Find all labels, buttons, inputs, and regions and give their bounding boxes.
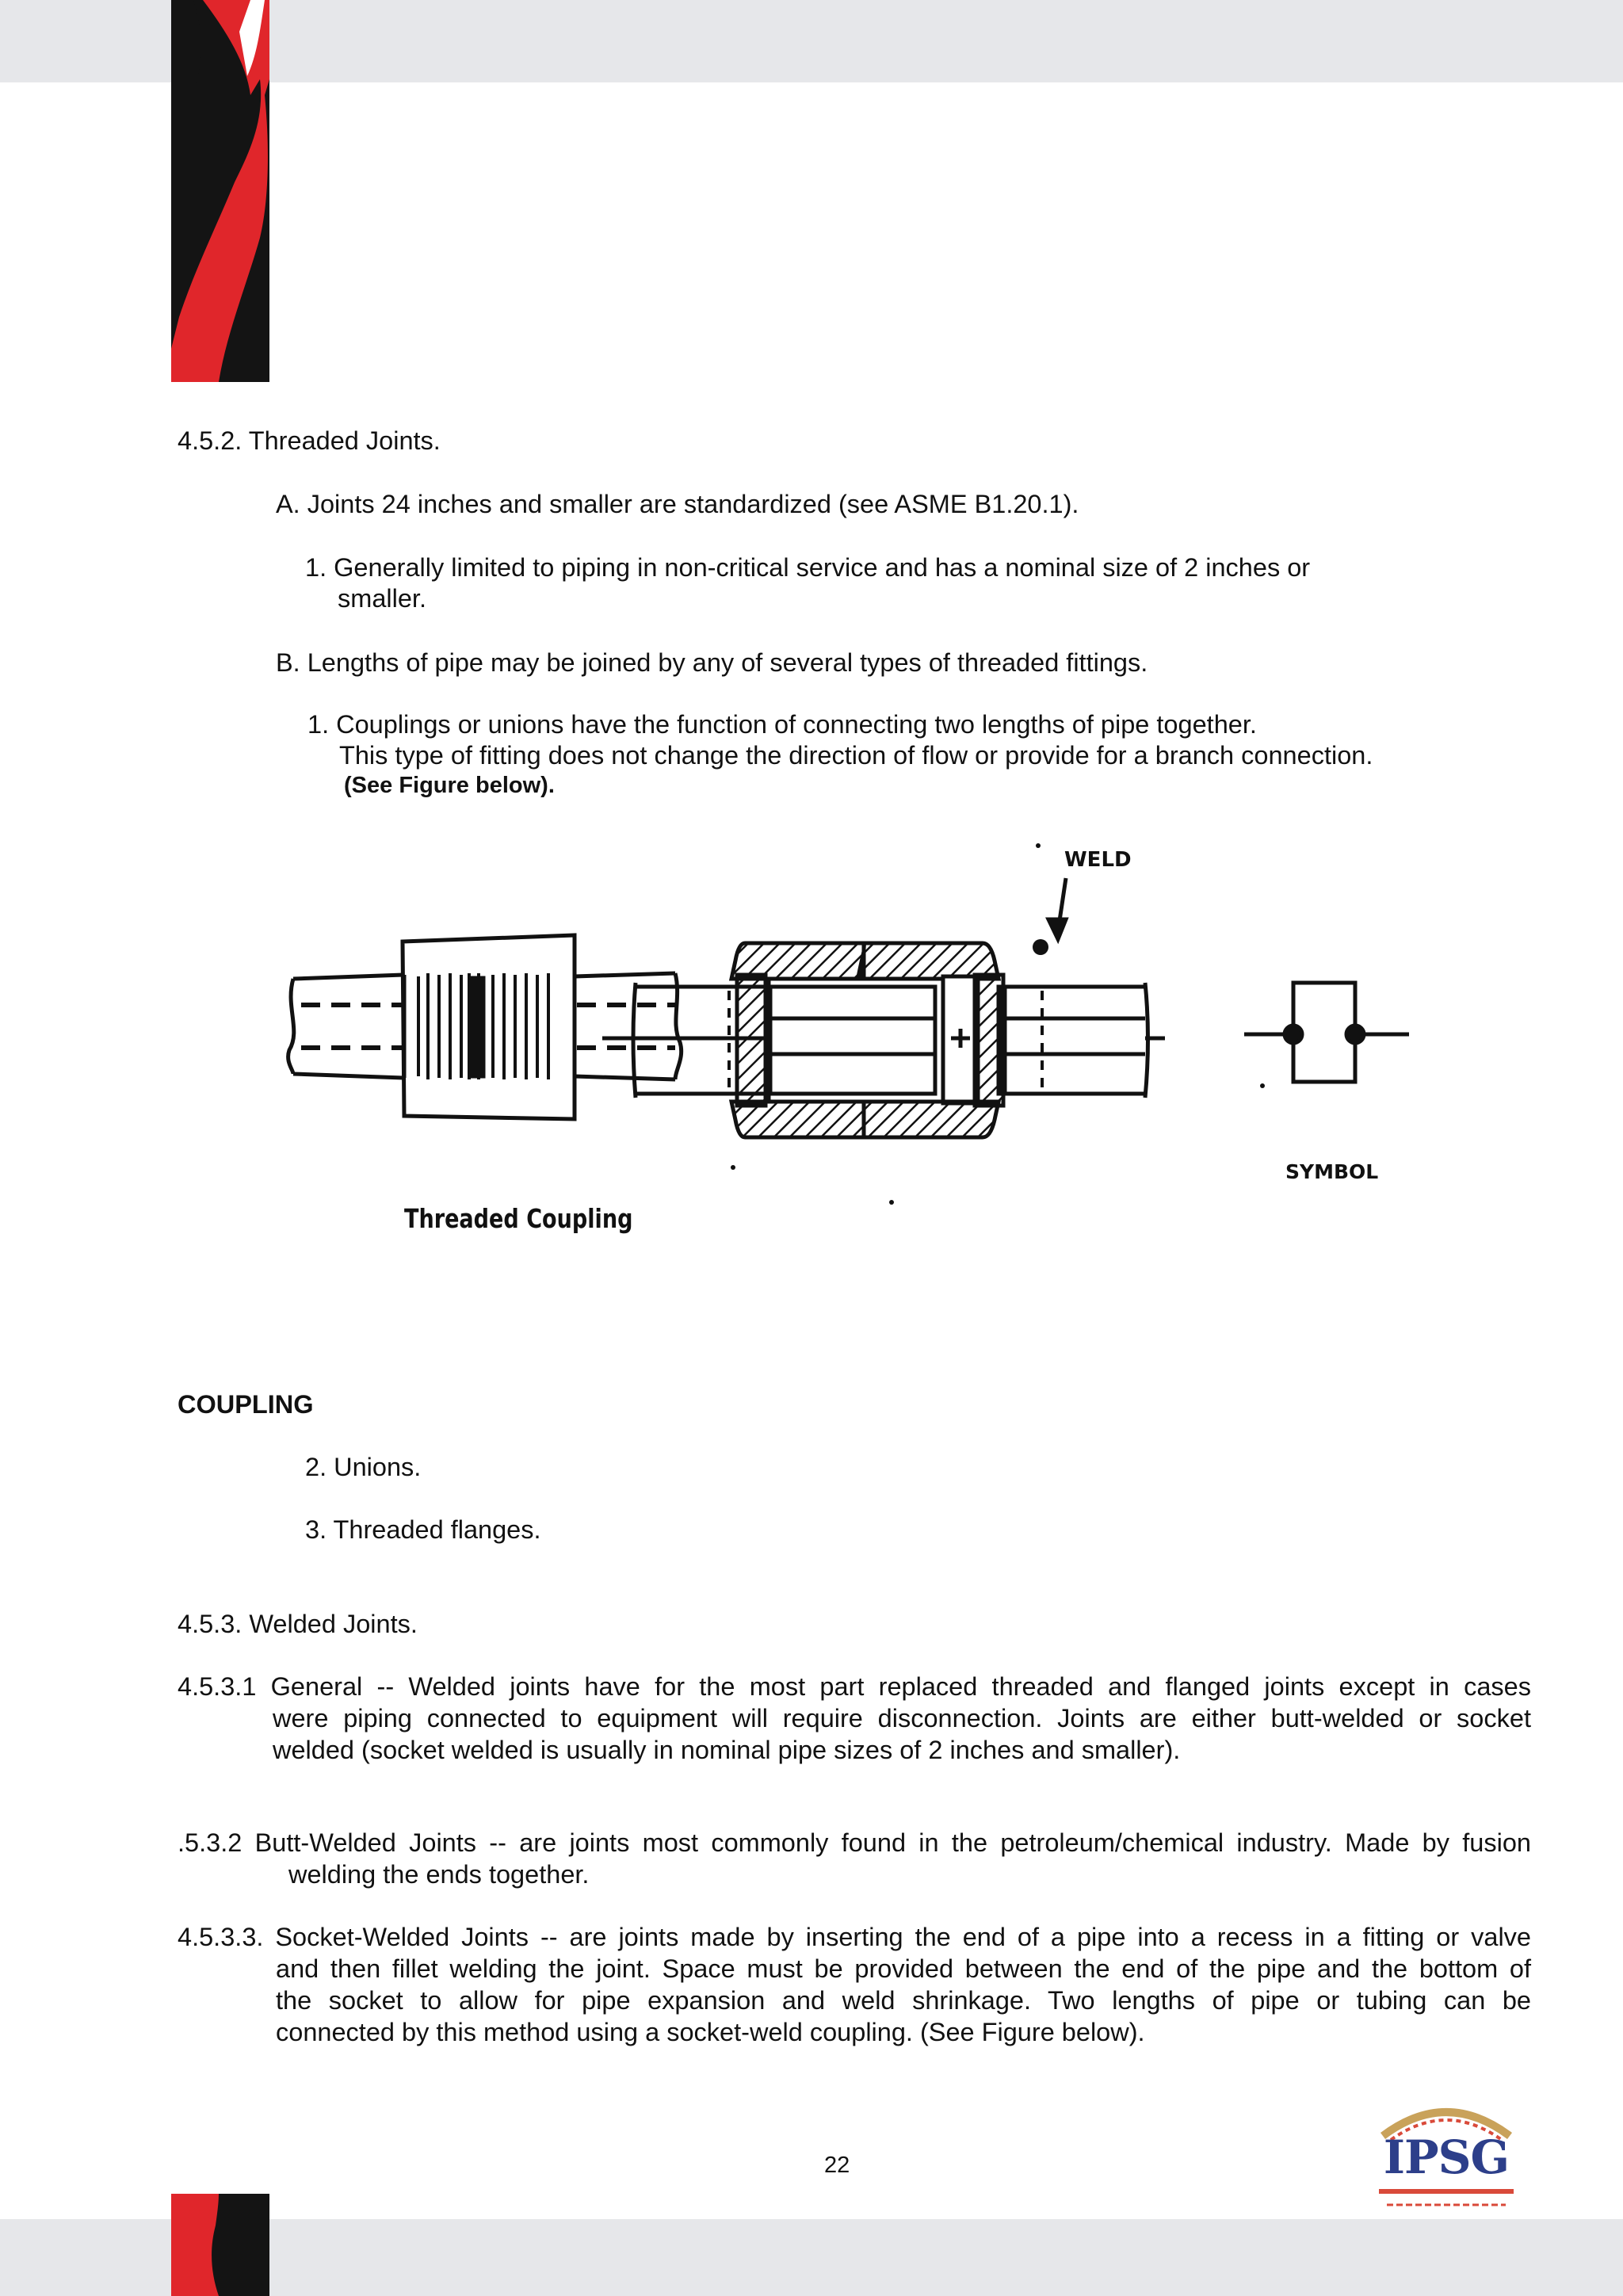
p4533-line1: 4.5.3.3. Socket-Welded Joints -- are joints made by inserting the end of a pipe into a recess in a fitting or valve	[178, 1923, 1531, 1951]
socket-weld-coupling-drawing	[602, 878, 1165, 1137]
item-2-unions: 2. Unions.	[305, 1453, 422, 1481]
symbol-drawing	[1244, 983, 1409, 1082]
weld-label: WELD	[1064, 848, 1132, 872]
paragraph-4531	[178, 1671, 1531, 1766]
item-a1-line1: 1. Generally limited to piping in non-critical service and has a nominal size of 2 inches or	[305, 553, 1311, 582]
item-3-threaded-flanges: 3. Threaded flanges.	[305, 1515, 541, 1544]
p4532-line2: welding the ends together.	[288, 1860, 590, 1889]
paragraph-4533	[178, 1921, 1531, 2048]
p4533-line4: connected by this method using a socket-weld coupling. (See Figure below).	[276, 2018, 1145, 2046]
p4532-line1: .5.3.2 Butt-Welded Joints -- are joints most commonly found in the petroleum/chemical industry. Made by fusion	[178, 1828, 1531, 1857]
flame-decoration-bottom-icon	[171, 2194, 269, 2296]
threaded-joints-heading: 4.5.2. Threaded Joints.	[178, 426, 441, 455]
see-figure-note: (See Figure below).	[344, 773, 555, 798]
item-b1-line1: 1. Couplings or unions have the function of connecting two lengths of pipe together.	[307, 710, 1257, 739]
item-a: A. Joints 24 inches and smaller are standardized (see ASME B1.20.1).	[276, 490, 1079, 518]
threaded-coupling-caption: Threaded Coupling	[404, 1203, 633, 1234]
logo-text: IPSG	[1383, 2130, 1510, 2184]
ipsg-logo	[1371, 2092, 1522, 2219]
paragraph-4532	[178, 1827, 1531, 1890]
p4531-line3: welded (socket welded is usually in nominal pipe sizes of 2 inches and smaller).	[273, 1736, 1181, 1764]
coupling-heading: COUPLING	[178, 1390, 314, 1419]
item-a1-line2: smaller.	[338, 584, 426, 613]
flame-decoration-icon	[171, 0, 269, 382]
symbol-label: SYMBOL	[1285, 1160, 1379, 1183]
coupling-drawing	[285, 824, 1434, 1268]
item-b: B. Lengths of pipe may be joined by any of several types of threaded fittings.	[276, 648, 1148, 677]
p4533-line3: the socket to allow for pipe expansion and weld shrinkage. Two lengths of pipe or tubing can be	[276, 1986, 1531, 2015]
welded-joints-heading: 4.5.3. Welded Joints.	[178, 1610, 418, 1638]
p4533-line2: and then fillet welding the joint. Space must be provided between the end of the pipe and the bottom of	[276, 1954, 1531, 1983]
item-b1-line2: This type of fitting does not change the direction of flow or provide for a branch connection.	[339, 741, 1373, 770]
threaded-coupling-figure	[285, 824, 1434, 1268]
p4531-line2: were piping connected to equipment will require disconnection. Joints are either butt-welded or socket	[273, 1704, 1531, 1733]
p4531-line1: 4.5.3.1 General -- Welded joints have for the most part replaced threaded and flanged joints except in cases	[178, 1672, 1531, 1701]
threaded-coupling-drawing	[288, 935, 682, 1119]
page-number: 22	[824, 2153, 850, 2178]
